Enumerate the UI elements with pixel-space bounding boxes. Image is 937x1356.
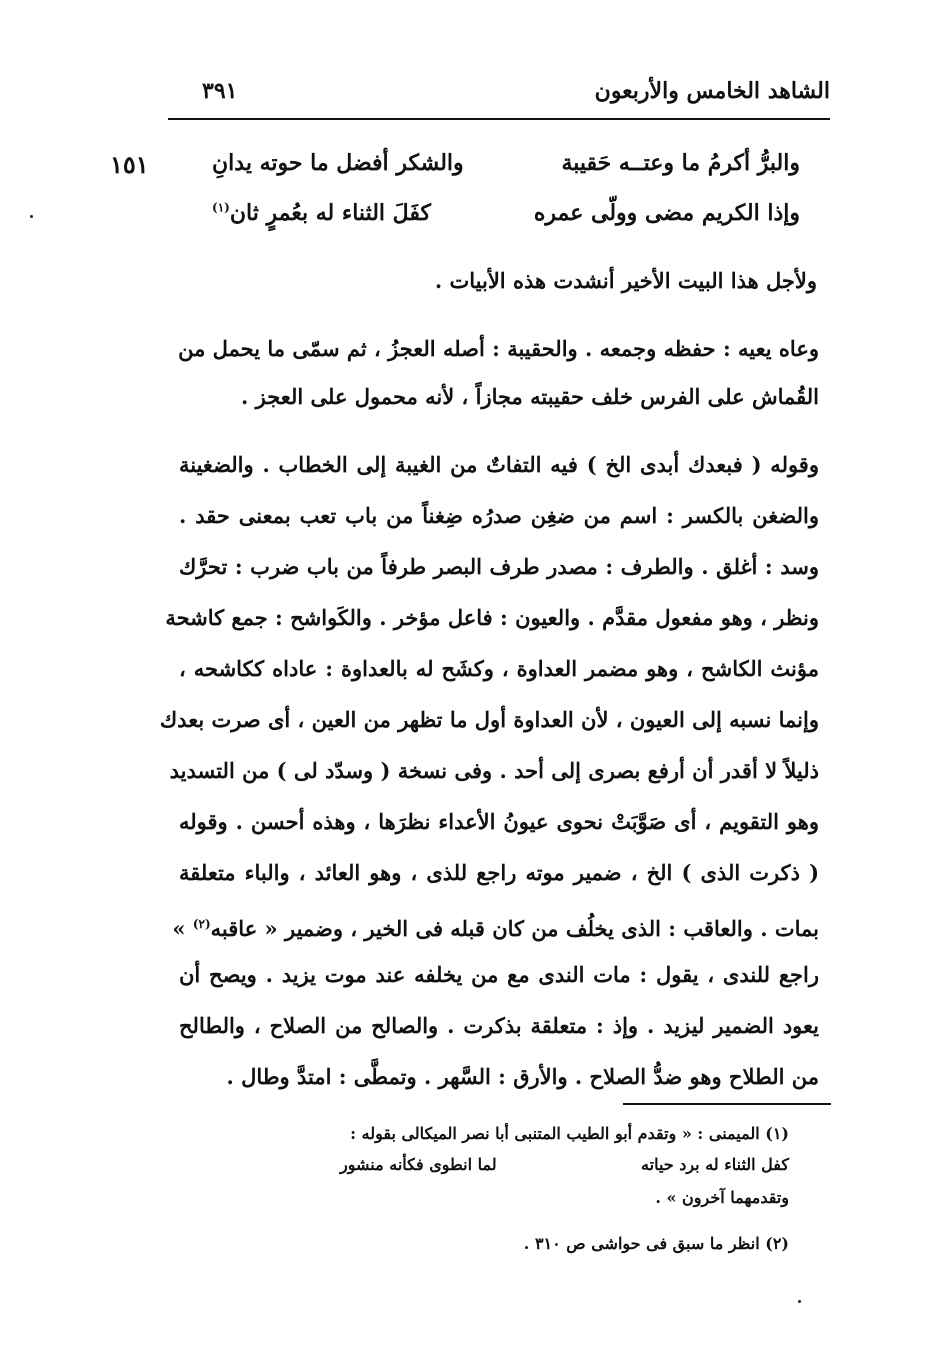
paragraph-2-line: ( ذكرت الذى ) الخ ، ضمير موته راجع للذى ، وهو العائد ، والباء متعلقة <box>179 860 819 885</box>
header-rule <box>168 118 830 120</box>
header-title: الشاهد الخامس والأربعون <box>594 78 830 104</box>
hemistich-2-right: وإذا الكريم مضى وولّى عمره <box>533 200 800 226</box>
footnote-1-verse-right: كفل الثناء له برد حياته <box>641 1155 789 1174</box>
paragraph-2-line: يعود الضمير ليزيد . وإذ : متعلقة بذكرت . والصالح من الصلاح ، والطالح <box>179 1013 819 1038</box>
footnote-ref-1: (١) <box>212 200 230 215</box>
paragraph-2-line: ونظر ، وهو مفعول مقدَّم . والعيون : فاعل مؤخر . والكَواشح : جمع كاشحة <box>165 605 819 630</box>
paragraph-2-line: راجع للندى ، يقول : مات الندى مع من يخلفه عند موت يزيد . ويصح أن <box>179 962 819 987</box>
paragraph-2-line: بمات . والعاقب : الذى يخلُف من كان قبله فى الخير ، وضمير « عاقبه$^{(٢)}$ » <box>172 916 819 941</box>
paragraph-1-line: وعاه يعيه : حفظه وجمعه . والحقيبة : أصله العجزُ ، ثم سمّى ما يحمل من <box>178 336 819 361</box>
paragraph-2-line: من الطلاح وهو ضدُّ الصلاح . والأرق : السَّهر . وتمطَّى : امتدَّ وطال . <box>226 1064 819 1089</box>
paragraph-2-line: ذليلاً لا أقدر أن أرفع بصرى إلى أحد . وفى نسخة ( وسدّد لى ) من التسديد <box>169 758 819 783</box>
footnote-rule <box>623 1103 831 1105</box>
paragraph-2-line-text: بمات . والعاقب : الذى يخلُف من كان قبله فى الخير ، وضمير « عاقبه <box>210 916 819 941</box>
paragraph-2-line: والضغن بالكسر : اسم من ضغِن صدرُه ضِغناً من باب تعب بمعنى حقد . <box>179 503 819 528</box>
running-header <box>168 76 830 118</box>
intro-line: ولأجل هذا البيت الأخير أنشدت هذه الأبيات . <box>434 268 817 293</box>
paragraph-2-line: وقوله ( فبعدك أبدى الخ ) فيه التفاتٌ من الغيبة إلى الخطاب . والضغينة <box>179 452 819 477</box>
hemistich-1-right: والبرُّ أكرمُ ما وعتــه حَقيبة <box>561 150 800 176</box>
scan-speck <box>30 215 33 218</box>
paragraph-2-line: مؤنث الكاشح ، وهو مضمر العداوة ، وكشَح له بالعداوة : عاداه ككاشحه ، <box>179 656 819 681</box>
verse-line-2 <box>200 200 800 240</box>
scan-speck <box>798 1300 801 1303</box>
page-number: ٣٩١ <box>202 78 238 104</box>
paragraph-2-line: وهو التقويم ، أى صَوَّبَتْ نحوى عيونُ الأعداء نظرَها ، وهذه أحسن . وقوله <box>179 809 819 834</box>
footnote-2: (٢) انظر ما سبق فى حواشى ص ٣١٠ . <box>523 1234 789 1253</box>
paragraph-1-line: القُماش على الفرس خلف حقيبته مجازاً ، لأنه محمول على العجز . <box>241 384 819 409</box>
hemistich-1-left: والشكر أفضل ما حوته يدانِ <box>212 150 464 176</box>
footnote-1-closing: وتقدمهما آخرون » . <box>655 1188 789 1207</box>
hemistich-2-left <box>212 200 431 226</box>
footnote-1-verse-left: لما انطوى فكأنه منشور <box>340 1155 497 1174</box>
footnote-1: (١) الميمنى : « وتقدم أبو الطيب المتنبى أبا نصر الميكالى بقوله : <box>350 1124 789 1143</box>
verse-line-1 <box>200 150 800 190</box>
footnote-ref-2: (٢) <box>192 917 211 931</box>
verse-number: ١٥١ <box>110 150 149 179</box>
paragraph-2-line: وسد : أغلق . والطرف : مصدر طرف البصر طرفاً من باب ضرب : تحرَّك <box>179 554 819 579</box>
hemistich-2-left-text: كفَلَ الثناء له بعُمرٍ ثان <box>229 200 431 226</box>
paragraph-2-line: وإنما نسبه إلى العيون ، لأن العداوة أول ما تظهر من العين ، أى صرت بعدك <box>159 707 819 732</box>
